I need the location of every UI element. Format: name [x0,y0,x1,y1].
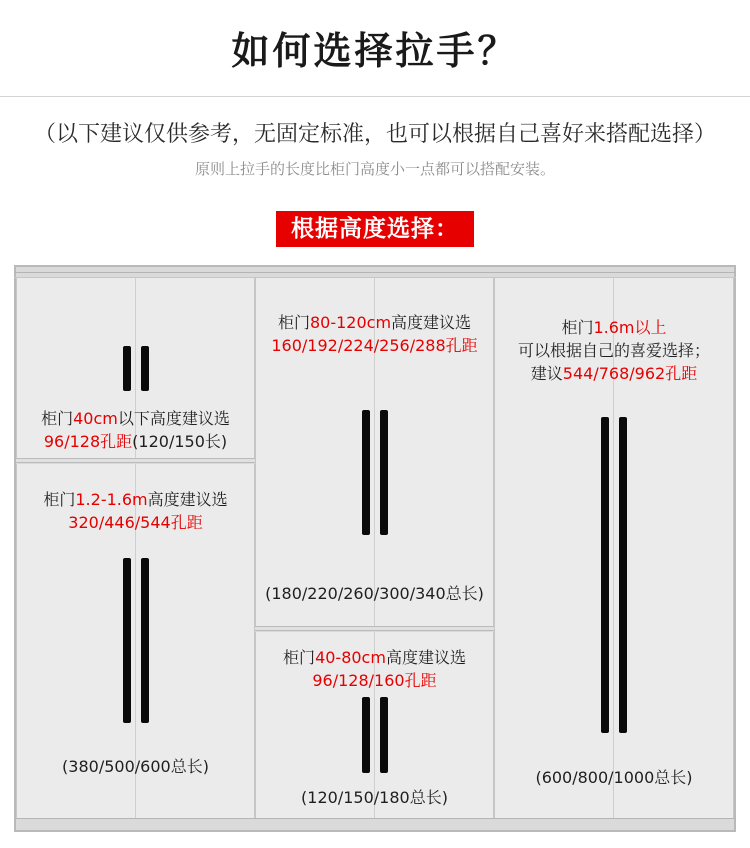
handle-bar-left [362,410,370,535]
door-height: 1.2-1.6m [75,490,148,509]
total-length: (600/800/1000总长) [535,768,693,787]
door-height: 80-120cm [309,313,392,332]
total-length: (120/150长) [132,432,228,451]
label-suffix: 高度建议选 [391,313,472,332]
handle-bar-left [601,417,609,733]
door-40-80cm-label [255,646,494,669]
door-height: 40-80cm [315,648,386,667]
shelf-divider [16,458,255,463]
label-prefix: 柜门 [41,409,74,428]
handle-bar-right [619,417,627,733]
label-prefix: 柜门 [561,318,594,337]
title-divider [0,96,750,97]
label-prefix: 柜门 [277,313,310,332]
hole-spacing: 96/128孔距 [43,432,133,451]
handle-bar-left [362,697,370,773]
door-40cm-label [16,407,255,430]
hole-spacing: 96/128/160孔距 [312,671,437,690]
label-prefix: 柜门 [283,648,316,667]
hole-spacing: 320/446/544孔距 [68,513,203,532]
door-80-120cm-label [255,311,494,334]
handle-bar-right [380,410,388,535]
door-40cm-spec [16,430,255,453]
cabinet-bottom-rail [14,818,736,821]
door-1-6m-note: 可以根据自己的喜爱选择； [517,341,710,360]
handle-bar-right [380,697,388,773]
door-1-6m-spec [494,362,734,385]
door-height: 40cm [73,409,118,428]
door-height: 1.6m以上 [593,318,667,337]
label-prefix: 建议 [530,364,563,383]
handle-bar-right [141,346,149,391]
total-length: (120/150/180总长) [301,788,448,807]
handle-bar-right [141,558,149,723]
total-length: (380/500/600总长) [62,757,209,776]
handle-bar-left [123,558,131,723]
subtitle: （以下建议仅供参考，无固定标准，也可以根据自己喜好来搭配选择） [33,122,716,147]
hole-spacing: 160/192/224/256/288孔距 [271,336,478,355]
label-prefix: 柜门 [43,490,76,509]
label-suffix: 高度建议选 [385,648,466,667]
shelf-divider [255,626,494,631]
label-suffix: 高度建议选 [147,490,228,509]
door-1-2m-label [16,488,255,511]
section-badge: 根据高度选择： [276,211,474,247]
note-text: 原则上拉手的长度比柜门高度小一点都可以搭配安装。 [194,160,555,178]
total-length: (180/220/260/300/340总长) [265,584,484,603]
hole-spacing: 544/768/962孔距 [562,364,698,383]
label-suffix: 以下高度建议选 [117,409,230,428]
page-title: 如何选择拉手？ [231,29,519,73]
door-1-6m-label [494,316,734,339]
handle-bar-left [123,346,131,391]
